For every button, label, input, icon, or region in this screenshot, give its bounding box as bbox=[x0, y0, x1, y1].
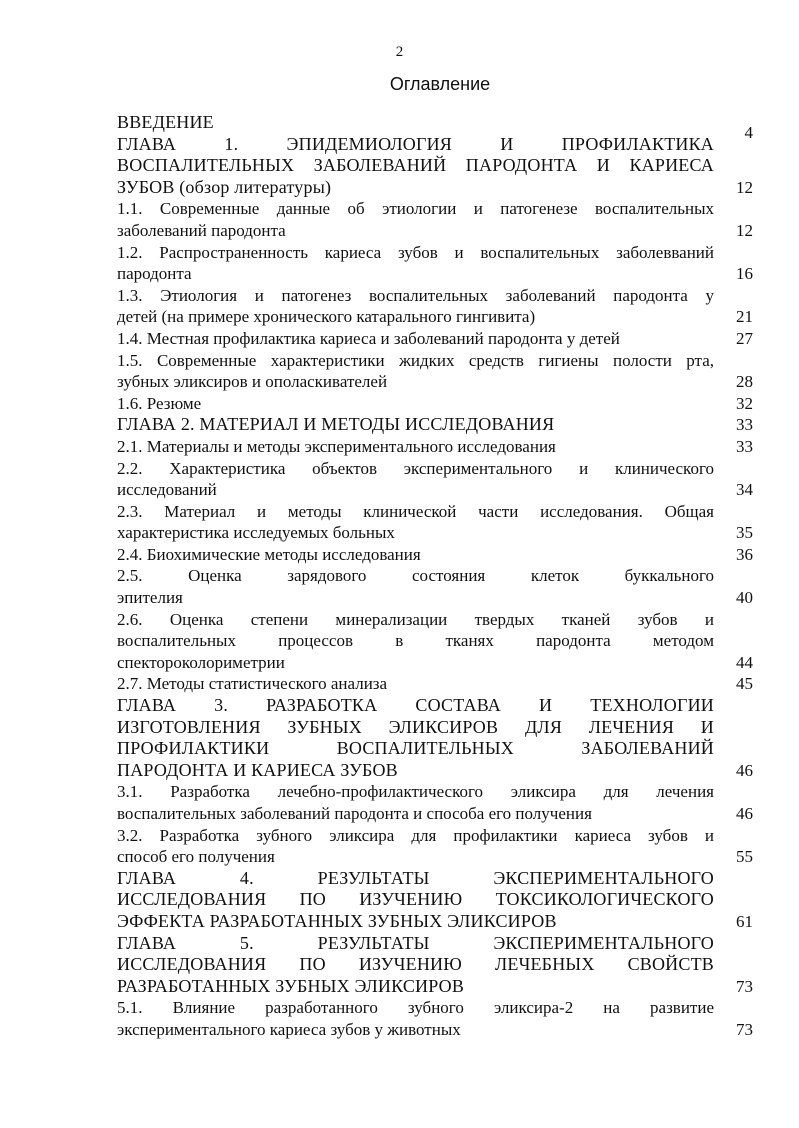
toc-entry-line: ИССЛЕДОВАНИЯ ПО ИЗУЧЕНИЮ ТОКСИКОЛОГИЧЕСКОГО bbox=[117, 889, 714, 910]
toc-entry-ch5[interactable] bbox=[117, 933, 753, 998]
toc-entry-text bbox=[117, 825, 714, 868]
toc-entry-text bbox=[117, 609, 714, 674]
page-number: 2 bbox=[395, 44, 404, 60]
toc-page-number: 73 bbox=[736, 976, 753, 996]
toc-entry-s5-1[interactable] bbox=[117, 997, 753, 1040]
toc-entry-line: ГЛАВА 5. РЕЗУЛЬТАТЫ ЭКСПЕРИМЕНТАЛЬНОГО bbox=[117, 932, 714, 953]
toc-entry-s1-6[interactable] bbox=[117, 393, 753, 415]
toc-page-number: 55 bbox=[736, 847, 753, 867]
toc-entry-line: 2.1. Материалы и методы экспериментального исследования bbox=[117, 436, 556, 456]
toc-entry-text bbox=[117, 112, 714, 134]
toc-entry-line: эпителия bbox=[117, 588, 183, 608]
toc-entry-ch3[interactable] bbox=[117, 695, 753, 781]
toc-entry-line: ИЗГОТОВЛЕНИЯ ЗУБНЫХ ЭЛИКСИРОВ ДЛЯ ЛЕЧЕНИЯ И bbox=[117, 716, 714, 737]
toc-entry-ch1[interactable] bbox=[117, 134, 753, 199]
toc-entry-line: 5.1. Влияние разработанного зубного эликсира-2 на развитие bbox=[117, 998, 714, 1018]
toc-entry-line: 3.2. Разработка зубного эликсира для профилактики кариеса зубов и bbox=[117, 825, 714, 845]
toc-entry-s3-2[interactable] bbox=[117, 825, 753, 868]
toc-entry-line: ВОСПАЛИТЕЛЬНЫХ ЗАБОЛЕВАНИЙ ПАРОДОНТА И КАРИЕСА bbox=[117, 155, 714, 176]
toc-entry-text bbox=[117, 328, 714, 350]
toc-page-number: 44 bbox=[736, 652, 753, 672]
toc-entry-line: ПРОФИЛАКТИКИ ВОСПАЛИТЕЛЬНЫХ ЗАБОЛЕВАНИЙ bbox=[117, 738, 714, 759]
toc-page-number: 16 bbox=[736, 264, 753, 284]
toc-entry-line: 3.1. Разработка лечебно-профилактического эликсира для лечения bbox=[117, 782, 714, 802]
toc-entry-text bbox=[117, 436, 714, 458]
toc-entry-intro[interactable] bbox=[117, 112, 753, 142]
toc-entry-line: пародонта bbox=[117, 264, 192, 284]
toc-page-number: 36 bbox=[736, 544, 753, 564]
toc-entry-line: ПАРОДОНТА И КАРИЕСА ЗУБОВ bbox=[117, 759, 398, 780]
toc-entry-text bbox=[117, 414, 714, 436]
toc-entry-s1-4[interactable] bbox=[117, 328, 753, 350]
toc-entry-text bbox=[117, 781, 714, 824]
toc-entry-line: экспериментального кариеса зубов у животных bbox=[117, 1019, 461, 1039]
toc-page-number: 4 bbox=[744, 123, 753, 142]
toc-entry-text bbox=[117, 565, 714, 608]
toc-entry-s1-3[interactable] bbox=[117, 285, 753, 328]
toc-entry-line: способ его получения bbox=[117, 847, 275, 867]
toc-page-number: 28 bbox=[736, 372, 753, 392]
toc-entry-text bbox=[117, 393, 714, 415]
toc-entry-line: заболеваний пародонта bbox=[117, 220, 286, 240]
toc-entry-line: ГЛАВА 2. МАТЕРИАЛ И МЕТОДЫ ИССЛЕДОВАНИЯ bbox=[117, 414, 555, 435]
toc-page-number: 33 bbox=[736, 436, 753, 456]
toc-page-number: 21 bbox=[736, 307, 753, 327]
toc-entry-s2-2[interactable] bbox=[117, 458, 753, 501]
toc-entry-line: ГЛАВА 4. РЕЗУЛЬТАТЫ ЭКСПЕРИМЕНТАЛЬНОГО bbox=[117, 867, 714, 888]
toc-page-number: 35 bbox=[736, 523, 753, 543]
toc-entry-line: 2.6. Оценка степени минерализации твердых тканей зубов и bbox=[117, 609, 714, 629]
toc-entry-line: 1.5. Современные характеристики жидких средств гигиены полости рта, bbox=[117, 350, 714, 370]
toc-entry-s2-4[interactable] bbox=[117, 544, 753, 566]
toc-entry-text bbox=[117, 544, 714, 566]
toc-entry-line: ГЛАВА 3. РАЗРАБОТКА СОСТАВА И ТЕХНОЛОГИИ bbox=[117, 695, 714, 716]
toc-entry-text bbox=[117, 458, 714, 501]
toc-entry-line: 1.4. Местная профилактика кариеса и заболеваний пародонта у детей bbox=[117, 328, 620, 348]
toc-entry-line: исследований bbox=[117, 480, 217, 500]
toc-entry-line: 1.2. Распространенность кариеса зубов и воспалительных заболевваний bbox=[117, 242, 714, 262]
toc-entry-line: 2.5. Оценка зарядового состояния клеток буккального bbox=[117, 566, 714, 586]
toc-page-number: 45 bbox=[736, 674, 753, 694]
toc-title: Оглавление bbox=[389, 74, 491, 94]
toc-entry-line: 2.3. Материал и методы клинической части исследования. Общая bbox=[117, 501, 714, 521]
toc-entry-s1-2[interactable] bbox=[117, 242, 753, 285]
toc-entry-line: 2.4. Биохимические методы исследования bbox=[117, 544, 421, 564]
toc-page-number: 12 bbox=[736, 177, 753, 197]
toc-entry-line: 1.6. Резюме bbox=[117, 393, 202, 413]
toc-entry-line: детей (на примере хронического катарального гингивита) bbox=[117, 307, 536, 327]
toc-page-number: 34 bbox=[736, 480, 753, 500]
toc-page-number: 33 bbox=[736, 415, 753, 435]
toc-entry-line: воспалительных заболеваний пародонта и способа его получения bbox=[117, 804, 592, 823]
toc-entry-text bbox=[117, 242, 714, 285]
toc-entry-s3-1[interactable] bbox=[117, 781, 753, 824]
toc-page-number: 27 bbox=[736, 328, 753, 348]
toc-entry-s2-7[interactable] bbox=[117, 673, 753, 695]
table-of-contents bbox=[117, 112, 753, 1041]
toc-entry-line: ЗУБОВ (обзор литературы) bbox=[117, 176, 332, 197]
toc-entry-ch2[interactable] bbox=[117, 414, 753, 436]
toc-entry-text bbox=[117, 997, 714, 1040]
toc-entry-line: 1.1. Современные данные об этиологии и патогенезе воспалительных bbox=[117, 199, 714, 219]
toc-entry-line: ИССЛЕДОВАНИЯ ПО ИЗУЧЕНИЮ ЛЕЧЕБНЫХ СВОЙСТВ bbox=[117, 954, 714, 975]
toc-entry-line: ВВЕДЕНИЕ bbox=[117, 112, 214, 132]
toc-page-number: 12 bbox=[736, 220, 753, 240]
toc-page-number: 40 bbox=[736, 588, 753, 608]
toc-entry-s1-5[interactable] bbox=[117, 350, 753, 393]
toc-entry-text bbox=[117, 285, 714, 328]
toc-entry-line: 2.2. Характеристика объектов экспериментального и клинического bbox=[117, 458, 714, 478]
toc-entry-line: характеристика исследуемых больных bbox=[117, 523, 395, 543]
toc-entry-s2-3[interactable] bbox=[117, 501, 753, 544]
toc-entry-line: спектороколориметрии bbox=[117, 652, 285, 672]
toc-entry-text bbox=[117, 350, 714, 393]
toc-entry-text bbox=[117, 134, 714, 199]
toc-entry-s2-6[interactable] bbox=[117, 609, 753, 674]
toc-entry-text bbox=[117, 501, 714, 544]
toc-entry-line: ЭФФЕКТА РАЗРАБОТАННЫХ ЗУБНЫХ ЭЛИКСИРОВ bbox=[117, 910, 557, 931]
toc-page-number: 73 bbox=[736, 1019, 753, 1039]
toc-entry-text bbox=[117, 868, 714, 933]
toc-entry-text bbox=[117, 695, 714, 781]
toc-entry-text bbox=[117, 198, 714, 241]
toc-entry-text bbox=[117, 673, 714, 695]
toc-page-number: 61 bbox=[736, 911, 753, 931]
toc-page-number: 32 bbox=[736, 393, 753, 413]
toc-entry-line: ГЛАВА 1. ЭПИДЕМИОЛОГИЯ И ПРОФИЛАКТИКА bbox=[117, 133, 714, 154]
toc-page-number: 46 bbox=[736, 804, 753, 823]
toc-entry-s2-1[interactable] bbox=[117, 436, 753, 458]
toc-entry-text bbox=[117, 933, 714, 998]
toc-entry-ch4[interactable] bbox=[117, 868, 753, 933]
toc-entry-s2-5[interactable] bbox=[117, 565, 753, 608]
toc-entry-line: зубных эликсиров и ополаскивателей bbox=[117, 372, 388, 392]
toc-page-number: 46 bbox=[736, 760, 753, 780]
toc-entry-line: 1.3. Этиология и патогенез воспалительных заболеваний пародонта у bbox=[117, 285, 714, 305]
toc-entry-s1-1[interactable] bbox=[117, 198, 753, 241]
toc-entry-line: воспалительных процессов в тканях пародонта методом bbox=[117, 631, 714, 651]
toc-entry-line: 2.7. Методы статистического анализа bbox=[117, 674, 388, 694]
toc-entry-line: РАЗРАБОТАННЫХ ЗУБНЫХ ЭЛИКСИРОВ bbox=[117, 975, 465, 996]
